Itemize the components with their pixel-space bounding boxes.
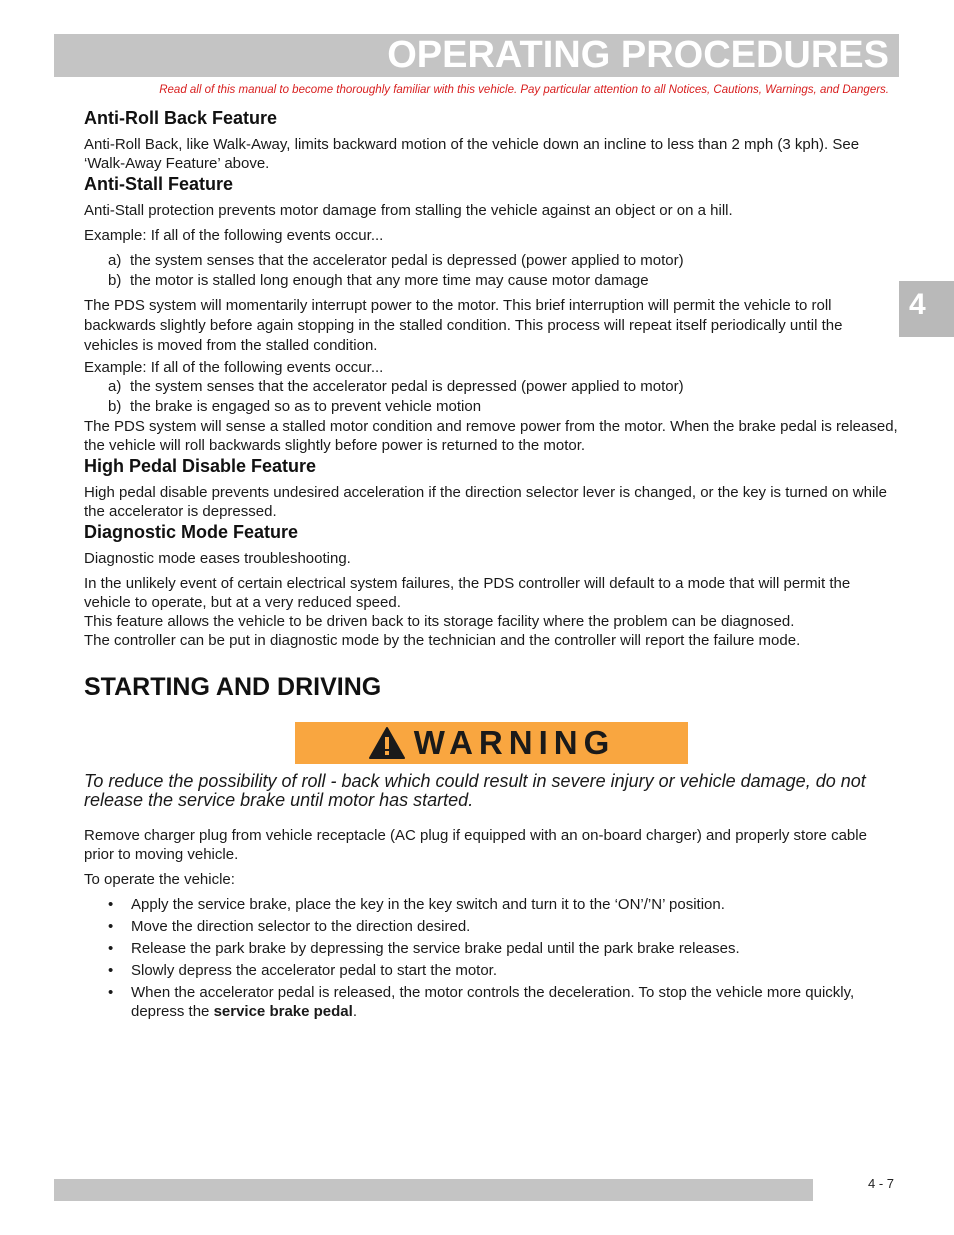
high-pedal-heading: High Pedal Disable Feature (84, 456, 317, 476)
anti-stall-paragraph-3: The PDS system will sense a stalled motor condition and remove power from the motor. When the brake pedal is released, the vehicle will roll backwards slightly before power is returned to the motor. (84, 418, 898, 454)
bullet: • (108, 962, 114, 979)
list-item: • Release the park brake by depressing the service brake pedal until the park brake releases. (108, 940, 740, 957)
bullet: • (108, 984, 114, 1001)
service-brake-emphasis: service brake pedal (213, 1003, 353, 1020)
operate-intro: To operate the vehicle: (84, 871, 235, 888)
list-item: • Slowly depress the accelerator pedal to start the motor. (108, 962, 498, 979)
page-number: 4 - 7 (868, 1176, 895, 1191)
diagnostic-paragraph-3: This feature allows the vehicle to be driven back to its storage facility where the problem can be diagnosed. (84, 613, 795, 630)
anti-stall-heading: Anti-Stall Feature (84, 174, 234, 194)
page-content (84, 107, 899, 1024)
anti-stall-example-2: Example: If all of the following events occur... (84, 359, 384, 376)
anti-stall-example-1: Example: If all of the following events occur... (84, 227, 384, 244)
footer-bar (54, 1179, 813, 1201)
starting-driving-heading: STARTING AND DRIVING (84, 673, 382, 701)
warning-message: To reduce the possibility of roll - back which could result in severe injury or vehicle damage, do not release the service brake until motor has started. (84, 771, 866, 810)
list-item: • Apply the service brake, place the key in the key switch and turn it to the ‘ON’/’N’ position. (108, 896, 725, 913)
list-item: b) the motor is stalled long enough that any more time may cause motor damage (108, 272, 649, 289)
anti-roll-paragraph: Anti-Roll Back, like Walk-Away, limits backward motion of the vehicle down an incline to less than 2 mph (3 kph). See ‘Walk-Away Feature’ above. (84, 136, 860, 172)
anti-stall-paragraph-2: The PDS system will momentarily interrupt power to the motor. This brief interruption will permit the vehicle to roll backwards slightly before again stopping in the stalled condition. This process will repeat itself periodically until the vehicles is moved from the stalled condition. (84, 297, 843, 354)
diagnostic-paragraph-4: The controller can be put in diagnostic mode by the technician and the controller will report the failure mode. (84, 632, 801, 649)
manual-notice: Read all of this manual to become thoroughly familiar with this vehicle. Pay particular attention to all Notices, Cautions, Warnings, and Dangers. (159, 84, 889, 96)
warning-triangle-icon (368, 726, 406, 760)
bullet: • (108, 896, 114, 913)
anti-roll-heading: Anti-Roll Back Feature (84, 108, 278, 128)
list-item: a) the system senses that the accelerator pedal is depressed (power applied to motor) (108, 378, 684, 395)
chapter-tab (899, 281, 954, 337)
header-bar (54, 34, 899, 77)
anti-stall-paragraph-1: Anti-Stall protection prevents motor damage from stalling the vehicle against an object or on a hill. (84, 202, 733, 219)
diagnostic-paragraph-1: Diagnostic mode eases troubleshooting. (84, 550, 351, 567)
page-header-title: OPERATING PROCEDURES (387, 34, 889, 76)
diagnostic-paragraph-2: In the unlikely event of certain electrical system failures, the PDS controller will default to a mode that will permit the vehicle to operate, but at a very reduced speed. (84, 575, 851, 611)
anti-stall-list-2 (108, 377, 899, 416)
diagnostic-heading: Diagnostic Mode Feature (84, 522, 299, 542)
high-pedal-paragraph: High pedal disable prevents undesired acceleration if the direction selector lever is changed, or the key is turned on while the accelerator is depressed. (84, 484, 887, 520)
warning-banner (295, 722, 688, 764)
list-item: a) the system senses that the accelerator pedal is depressed (power applied to motor) (108, 252, 684, 269)
operating-steps-list (108, 895, 899, 1021)
chapter-number: 4 (909, 288, 926, 321)
charger-paragraph: Remove charger plug from vehicle receptacle (AC plug if equipped with an on-board charger) and properly store cable prior to moving vehicle. (84, 827, 867, 863)
bullet: • (108, 918, 114, 935)
list-item: b) the brake is engaged so as to prevent vehicle motion (108, 398, 482, 415)
warning-label: WARNING (413, 724, 616, 761)
anti-stall-list-1 (108, 251, 899, 290)
list-item: • When the accelerator pedal is released, the motor controls the deceleration. To stop the vehicle more quickly, depress the service brake pedal. (108, 984, 855, 1020)
list-item: • Move the direction selector to the direction desired. (108, 918, 471, 935)
bullet: • (108, 940, 114, 957)
